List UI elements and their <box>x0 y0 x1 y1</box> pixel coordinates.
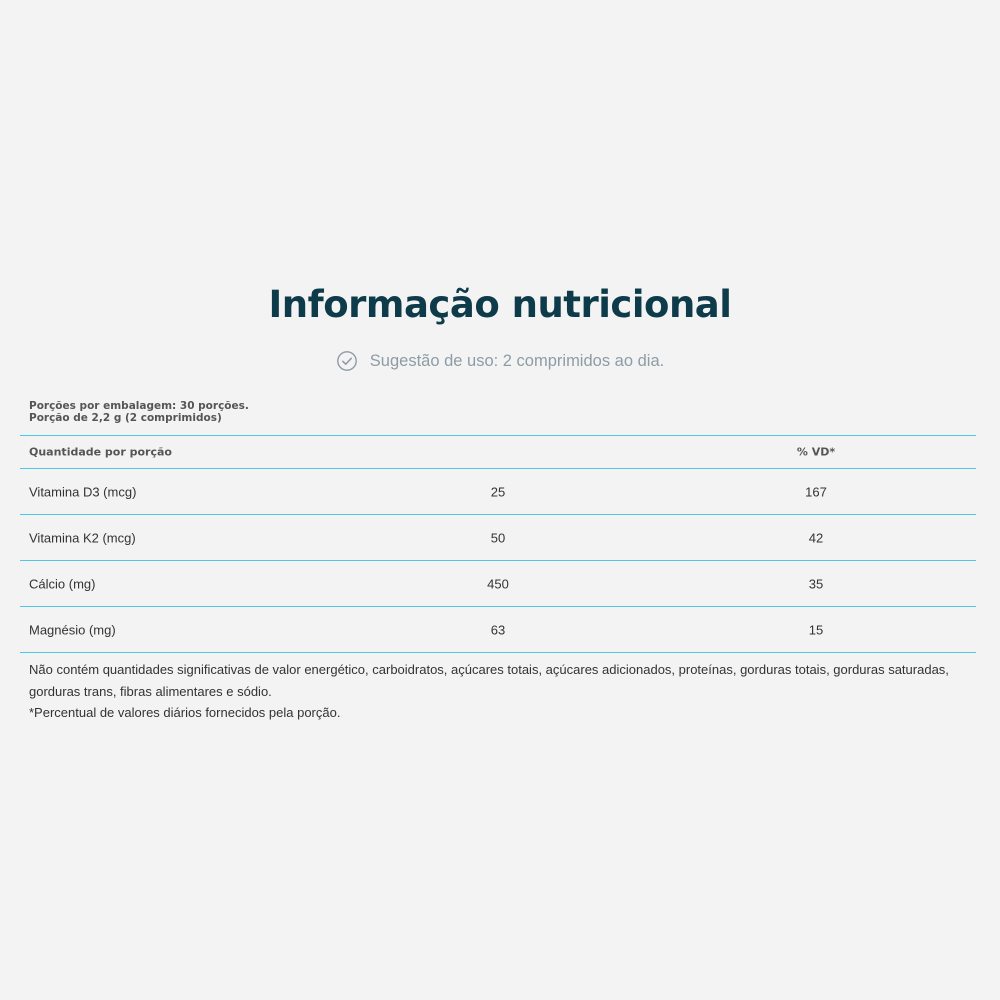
nutrient-name: Magnésio (mg) <box>29 622 116 637</box>
table-row: Vitamina K2 (mcg) 50 42 <box>20 515 976 561</box>
usage-text: Sugestão de uso: 2 comprimidos ao dia. <box>369 351 665 370</box>
nutrition-table <box>20 435 976 653</box>
footnote-text: *Percentual de valores diários fornecidos pela porção. <box>29 705 341 720</box>
table-row: Vitamina D3 (mcg) 25 167 <box>20 469 976 515</box>
nutrition-notes <box>29 659 969 724</box>
page-title: Informação nutricional <box>268 283 732 326</box>
table-header: Quantidade por porção % VD* <box>20 436 976 469</box>
usage-suggestion <box>0 350 1000 372</box>
table-row: Cálcio (mg) 450 35 <box>20 561 976 607</box>
nutrient-name: Cálcio (mg) <box>29 576 96 591</box>
nutrient-name: Vitamina D3 (mcg) <box>29 484 137 499</box>
portion-size: Porção de 2,2 g (2 comprimidos) <box>29 412 222 424</box>
nutrient-name: Vitamina K2 (mcg) <box>29 530 136 545</box>
disclaimer-text: Não contém quantidades significativas de valor energético, carboidratos, açúcares totais, açúcares adicionados, proteínas, gorduras totais, gorduras saturadas, gorduras trans, fibras alimentares e sódio. <box>29 662 949 699</box>
check-circle-icon <box>336 350 358 372</box>
portions-per-package: Porções por embalagem: 30 porções. <box>29 400 249 412</box>
table-row: Magnésio (mg) 63 15 <box>20 607 976 653</box>
portions-info <box>29 400 249 424</box>
header-quantity-per-portion: Quantidade por porção <box>29 445 172 459</box>
